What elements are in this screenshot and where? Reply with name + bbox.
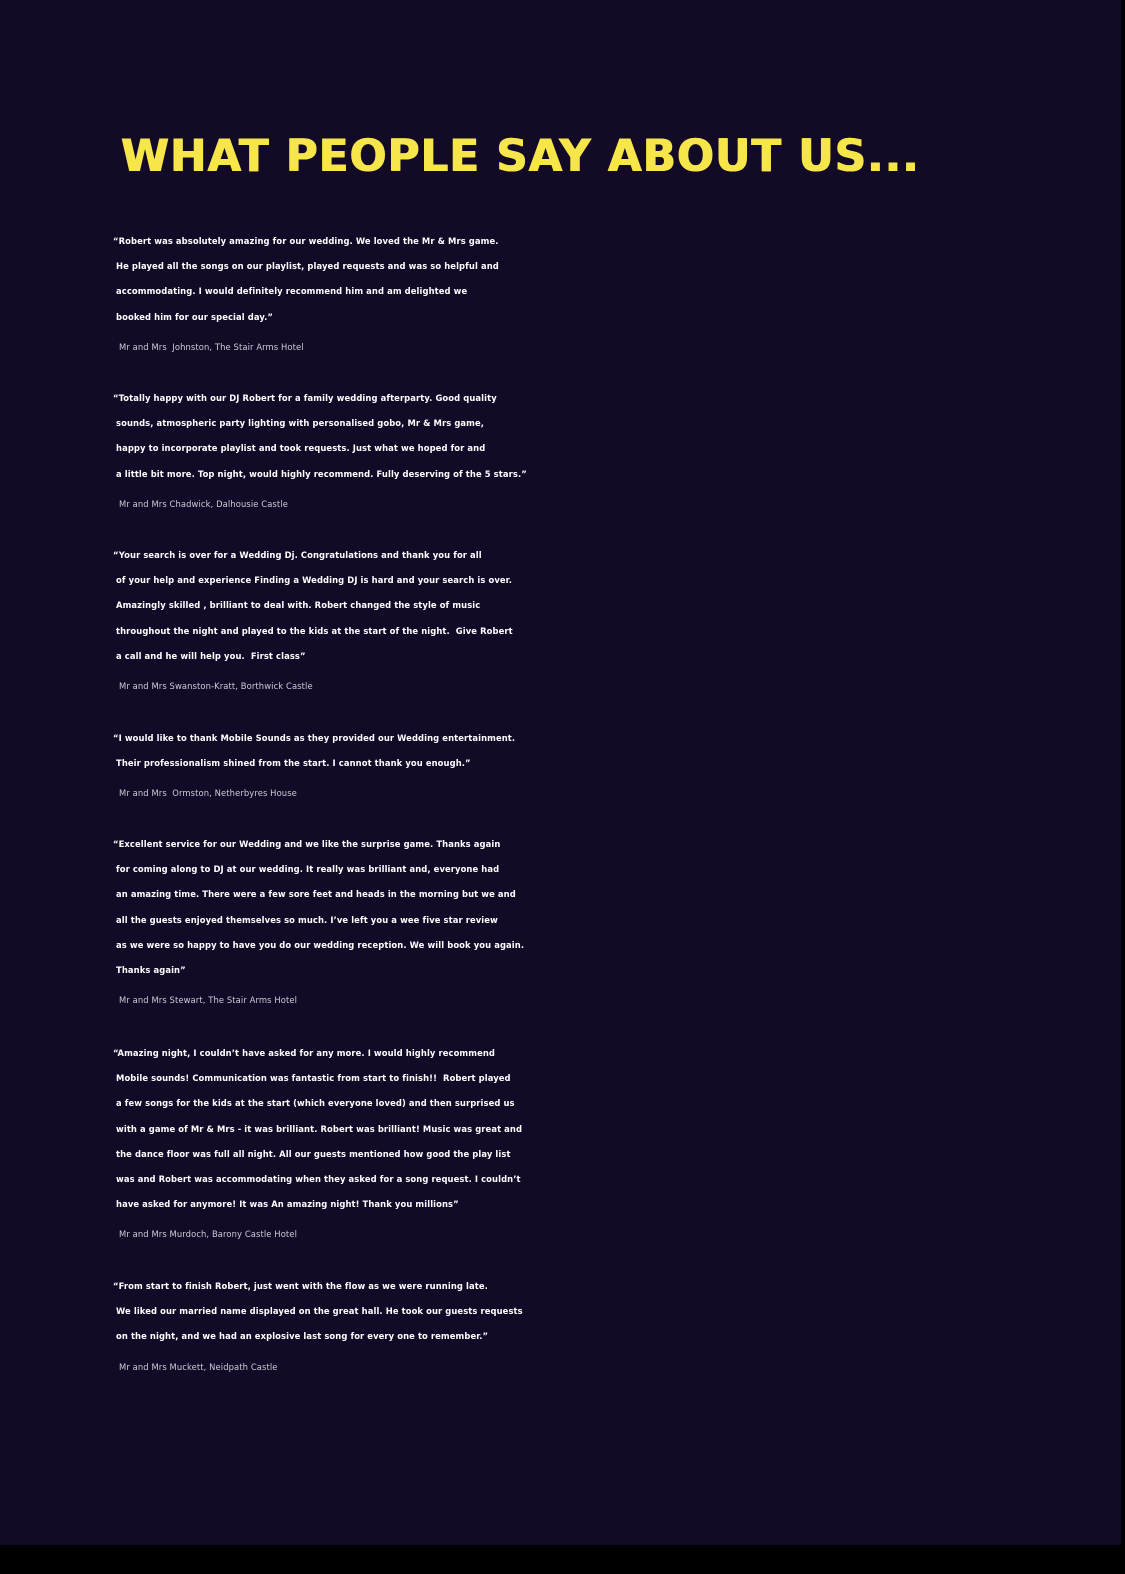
testimonial-murdoch (113, 1041, 943, 1246)
quote-line: Their professionalism shined from the start. I cannot thank you enough.” (113, 758, 471, 769)
quote-line: We liked our married name displayed on the great hall. He took our guests requests (113, 1306, 523, 1317)
page-title: WHAT PEOPLE SAY ABOUT US... (121, 131, 920, 183)
quote-line: throughout the night and played to the kids at the start of the night. Give Robert (113, 625, 513, 636)
quote-line: on the night, and we had an explosive last song for every one to remember.” (113, 1331, 489, 1342)
quote-line: an amazing time. There were a few sore feet and heads in the morning but we and (113, 889, 516, 900)
quote-line: “Excellent service for our Wedding and we like the surprise game. Thanks again (113, 839, 501, 849)
quote-line: the dance floor was full all night. All our guests mentioned how good the play list (113, 1148, 511, 1159)
quote-line: a little bit more. Top night, would highly recommend. Fully deserving of the 5 stars.” (113, 468, 527, 479)
quote-line: He played all the songs on our playlist, played requests and was so helpful and (113, 261, 499, 272)
testimonial-attribution: Mr and Mrs Ormston, Netherbyres House (119, 788, 297, 799)
quote-line: of your help and experience Finding a Wedding DJ is hard and your search is over. (113, 575, 512, 586)
testimonial-ormston (113, 726, 943, 805)
testimonial-stewart (113, 832, 943, 1012)
quote-line: sounds, atmospheric party lighting with personalised gobo, Mr & Mrs game, (113, 418, 485, 429)
testimonial-attribution: Mr and Mrs Murdoch, Barony Castle Hotel (119, 1229, 297, 1240)
testimonial-attribution: Mr and Mrs Johnston, The Stair Arms Hotel (119, 341, 304, 352)
quote-line: a call and he will help you. First class” (113, 650, 306, 661)
quote-line: a few songs for the kids at the start (which everyone loved) and then surprised us (113, 1098, 515, 1109)
testimonial-attribution: Mr and Mrs Swanston-Kratt, Borthwick Castle (119, 681, 313, 692)
quote-line: “Amazing night, I couldn’t have asked for any more. I would highly recommend (113, 1048, 496, 1058)
testimonial-swanston-kratt (113, 543, 943, 698)
quote-line: “Robert was absolutely amazing for our wedding. We loved the Mr & Mrs game. (113, 236, 499, 246)
quote-line: Amazingly skilled , brilliant to deal with. Robert changed the style of music (113, 600, 481, 611)
quote-line: “From start to finish Robert, just went with the flow as we were running late. (113, 1281, 488, 1291)
quote-line: booked him for our special day.” (113, 311, 274, 322)
testimonial-muckett (113, 1274, 943, 1379)
quote-line: was and Robert was accommodating when they asked for a song request. I couldn’t (113, 1174, 521, 1185)
quote-line: happy to incorporate playlist and took requests. Just what we hoped for and (113, 443, 486, 454)
quote-line: accommodating. I would definitely recommend him and am delighted we (113, 286, 468, 297)
quote-line: have asked for anymore! It was An amazing night! Thank you millions” (113, 1199, 459, 1210)
quote-line: with a game of Mr & Mrs - it was brilliant. Robert was brilliant! Music was great and (113, 1123, 523, 1134)
quote-line: Thanks again” (113, 965, 186, 976)
testimonial-attribution: Mr and Mrs Stewart, The Stair Arms Hotel (119, 995, 298, 1006)
quote-line: as we were so happy to have you do our wedding reception. We will book you again. (113, 939, 525, 950)
testimonial-johnston (113, 229, 943, 359)
testimonial-chadwick (113, 386, 943, 516)
testimonial-attribution: Mr and Mrs Muckett, Neidpath Castle (119, 1361, 278, 1372)
quote-line: all the guests enjoyed themselves so much. I’ve left you a wee five star review (113, 914, 498, 925)
quote-line: “Totally happy with our DJ Robert for a family wedding afterparty. Good quality (113, 393, 497, 403)
testimonial-attribution: Mr and Mrs Chadwick, Dalhousie Castle (119, 498, 288, 509)
quote-line: “Your search is over for a Wedding Dj. Congratulations and thank you for all (113, 550, 482, 560)
quote-line: “I would like to thank Mobile Sounds as they provided our Wedding entertainment. (113, 733, 516, 743)
quote-line: Mobile sounds! Communication was fantastic from start to finish!! Robert played (113, 1073, 511, 1084)
quote-line: for coming along to DJ at our wedding. It really was brilliant and, everyone had (113, 864, 500, 875)
